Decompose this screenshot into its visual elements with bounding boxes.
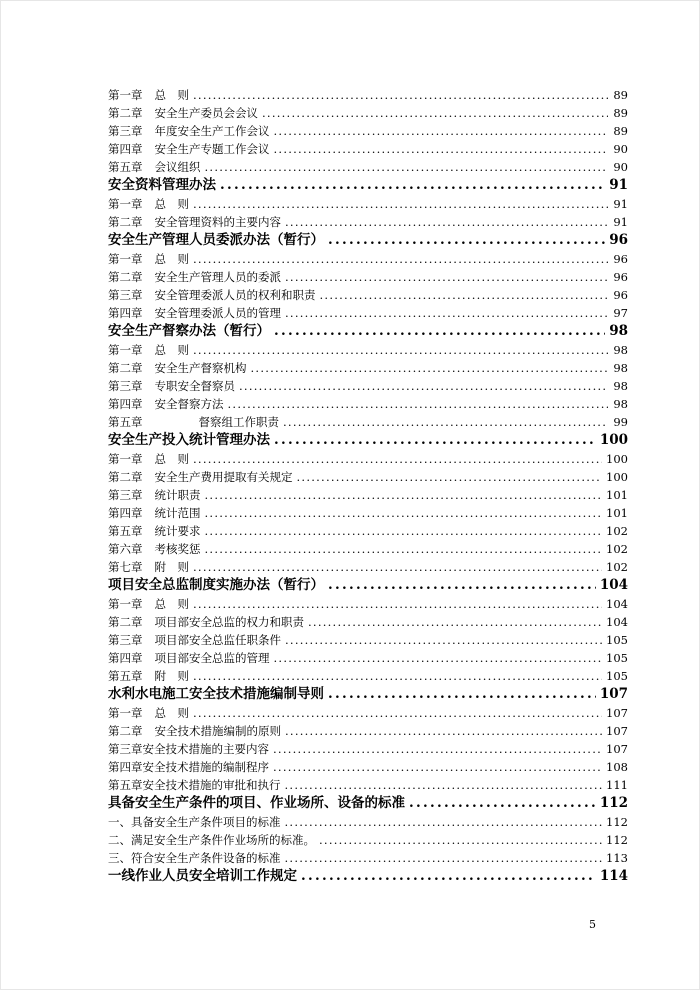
toc-entry-label	[108, 304, 281, 322]
toc-entry-label	[108, 176, 216, 195]
dot-leader	[274, 649, 603, 667]
dot-leader	[319, 831, 602, 849]
dot-leader	[285, 268, 608, 286]
dot-leader	[285, 631, 602, 649]
toc-page-number: 102	[606, 560, 628, 574]
toc-section-heading[interactable]	[108, 576, 628, 595]
toc-entry-label	[108, 522, 201, 540]
toc-page-number: 112	[599, 795, 628, 811]
dot-leader	[239, 377, 608, 395]
toc-entry-label	[108, 140, 270, 158]
toc-entry-label	[108, 377, 235, 395]
toc-entry-label	[108, 322, 270, 341]
toc-entry[interactable]	[108, 250, 628, 268]
toc-entry-title: 安全生产投入统计管理办法	[108, 432, 270, 448]
toc-page-number: 91	[613, 197, 628, 211]
toc-entry[interactable]	[108, 504, 628, 522]
toc-entry[interactable]	[108, 450, 628, 468]
toc-entry-title: 会议组织	[154, 160, 201, 174]
toc-page-number: 114	[599, 868, 628, 884]
toc-page-number: 112	[606, 833, 628, 847]
toc-page-number: 97	[613, 306, 628, 320]
dot-leader	[328, 231, 605, 250]
toc-entry[interactable]	[108, 595, 628, 613]
toc-page-number: 89	[613, 88, 628, 102]
toc-entry-title: 总 则	[154, 252, 189, 266]
toc-page-number: 107	[606, 724, 628, 738]
toc-entry-title: 考核奖惩	[154, 542, 201, 556]
toc-chapter-number: 第一章	[108, 197, 143, 211]
toc-chapter-number: 第七章	[108, 560, 143, 574]
toc-entry-title: 总 则	[154, 452, 189, 466]
toc-entry-label	[108, 231, 324, 250]
toc-page-number: 108	[606, 760, 628, 774]
toc-chapter-number: 第四章	[108, 651, 143, 665]
toc-entry[interactable]	[108, 831, 628, 849]
toc-page-number: 98	[613, 343, 628, 357]
toc-entry[interactable]	[108, 86, 628, 104]
dot-leader	[193, 704, 602, 722]
toc-chapter-number: 第六章	[108, 542, 143, 556]
toc-entry-label	[108, 813, 281, 831]
toc-entry-title: 安全技术措施编制的原则	[154, 724, 281, 738]
toc-chapter-number: 第三章	[108, 488, 143, 502]
dot-leader	[193, 558, 602, 576]
dot-leader	[301, 867, 596, 886]
toc-entry-title: 安全管理委派人员的管理	[154, 306, 281, 320]
toc-entry-title: 年度安全生产工作会议	[154, 124, 270, 138]
dot-leader	[193, 195, 608, 213]
toc-entry-title: 安全管理委派人员的权利和职责	[154, 288, 316, 302]
dot-leader	[205, 158, 609, 176]
toc-entry-title: 项目部安全总监任职条件	[154, 633, 281, 647]
toc-entry-title: 水利水电施工安全技术措施编制导则	[108, 686, 324, 702]
dot-leader	[273, 758, 602, 776]
toc-entry-title: 一、具备安全生产条件项目的标准	[108, 815, 281, 829]
toc-page-number: 90	[613, 160, 628, 174]
dot-leader	[409, 794, 596, 813]
dot-leader	[283, 413, 608, 431]
toc-entry[interactable]	[108, 413, 628, 431]
toc-page-number: 105	[606, 669, 628, 683]
toc-page-number: 98	[609, 323, 628, 339]
toc-entry[interactable]	[108, 522, 628, 540]
dot-leader	[262, 104, 608, 122]
toc-chapter-number: 第一章	[108, 88, 143, 102]
toc-chapter-number: 第二章	[108, 270, 143, 284]
dot-leader	[193, 667, 602, 685]
toc-entry[interactable]	[108, 486, 628, 504]
toc-entry-label	[108, 504, 201, 522]
toc-entry-label	[108, 740, 269, 758]
toc-page-number: 96	[613, 288, 628, 302]
toc-page-number: 104	[599, 577, 628, 593]
toc-entry-label	[108, 450, 189, 468]
toc-entry-label	[108, 268, 281, 286]
toc-entry-label	[108, 849, 281, 867]
toc-entry-title: 安全生产管理人员的委派	[154, 270, 281, 284]
toc-page-number: 107	[599, 686, 628, 702]
toc-entry-label	[108, 631, 281, 649]
toc-page-number: 98	[613, 361, 628, 375]
toc-entry-title: 一线作业人员安全培训工作规定	[108, 868, 297, 884]
toc-entry-label	[108, 359, 247, 377]
toc-page-number: 101	[606, 506, 628, 520]
dot-leader	[274, 122, 609, 140]
toc-entry-label	[108, 122, 270, 140]
toc-chapter-number: 第四章	[108, 397, 143, 411]
toc-page-number: 105	[606, 651, 628, 665]
toc-entry[interactable]	[108, 286, 628, 304]
toc-entry[interactable]	[108, 667, 628, 685]
dot-leader	[328, 685, 596, 704]
toc-entry-label	[108, 250, 189, 268]
toc-chapter-number: 第二章	[108, 470, 143, 484]
dot-leader	[251, 359, 609, 377]
toc-chapter-number: 第四章	[108, 142, 143, 156]
dot-leader	[285, 304, 608, 322]
dot-leader	[274, 431, 596, 450]
toc-entry-title: 总 则	[154, 88, 189, 102]
toc-entry[interactable]	[108, 468, 628, 486]
toc-page-number: 96	[609, 232, 628, 248]
toc-page-number: 98	[613, 379, 628, 393]
toc-entry-label	[108, 576, 324, 595]
toc-chapter-number: 第二章	[108, 106, 143, 120]
toc-entry[interactable]	[108, 359, 628, 377]
toc-entry[interactable]	[108, 213, 628, 231]
toc-entry-title: 安全管理资料的主要内容	[154, 215, 281, 229]
toc-chapter-number: 第四章	[108, 306, 143, 320]
toc-entry-title: 附 则	[154, 669, 189, 683]
toc-chapter-number: 第二章	[108, 361, 143, 375]
dot-leader	[273, 740, 602, 758]
toc-entry-label	[108, 685, 324, 704]
toc-entry[interactable]	[108, 104, 628, 122]
toc-chapter-number: 第五章	[108, 778, 143, 792]
toc-entry[interactable]	[108, 704, 628, 722]
toc-entry[interactable]	[108, 649, 628, 667]
toc-entry-title: 督察组工作职责	[198, 415, 279, 429]
toc-entry-label	[108, 341, 189, 359]
toc-page-number: 89	[613, 106, 628, 120]
toc-chapter-number: 第一章	[108, 343, 143, 357]
toc-entry-label	[108, 649, 270, 667]
toc-page-number: 96	[613, 270, 628, 284]
toc-page-number: 90	[613, 142, 628, 156]
toc-chapter-number: 第三章	[108, 288, 143, 302]
toc-entry-title: 统计职责	[154, 488, 201, 502]
dot-leader	[193, 450, 602, 468]
dot-leader	[308, 613, 602, 631]
toc-entry-title: 总 则	[154, 597, 189, 611]
toc-page-number: 91	[613, 215, 628, 229]
dot-leader	[193, 250, 608, 268]
toc-page-number: 89	[613, 124, 628, 138]
toc-entry-label	[108, 104, 258, 122]
toc-entry[interactable]	[108, 849, 628, 867]
toc-entry-title: 附 则	[154, 560, 189, 574]
toc-section-heading[interactable]	[108, 322, 628, 341]
toc-entry-label	[108, 558, 189, 576]
toc-chapter-number: 第一章	[108, 452, 143, 466]
toc-page-number: 102	[606, 524, 628, 538]
toc-entry-label	[108, 704, 189, 722]
dot-leader	[205, 504, 603, 522]
toc-entry-title: 安全督察方法	[154, 397, 224, 411]
toc-section-heading[interactable]	[108, 431, 628, 450]
toc-entry[interactable]	[108, 540, 628, 558]
toc-chapter-number: 第五章	[108, 669, 143, 683]
dot-leader	[285, 722, 602, 740]
toc-entry-title: 总 则	[154, 197, 189, 211]
toc-entry-title: 二、满足安全生产条件作业场所的标准。	[108, 833, 315, 847]
toc-page-number: 107	[606, 706, 628, 720]
toc-entry-title: 总 则	[154, 706, 189, 720]
toc-entry-title: 项目安全总监制度实施办法（暂行）	[108, 577, 324, 593]
dot-leader	[285, 213, 608, 231]
dot-leader	[205, 540, 603, 558]
toc-page-number: 113	[606, 851, 628, 865]
toc-entry-label	[108, 867, 297, 886]
toc-entry[interactable]	[108, 341, 628, 359]
toc-entry-label	[108, 667, 189, 685]
page-number: 5	[589, 918, 596, 931]
toc-entry[interactable]	[108, 613, 628, 631]
toc-entry-label	[108, 468, 293, 486]
toc-entry-label	[108, 776, 281, 794]
dot-leader	[320, 286, 609, 304]
toc-page-number: 96	[613, 252, 628, 266]
toc-page-number: 104	[606, 597, 628, 611]
toc-section-heading[interactable]	[108, 685, 628, 704]
toc-entry-title: 统计要求	[154, 524, 201, 538]
dot-leader	[285, 849, 603, 867]
toc-page-number: 100	[606, 470, 628, 484]
toc-entry-label	[108, 286, 316, 304]
toc-entry-title: 安全生产督察机构	[154, 361, 247, 375]
toc-chapter-number: 第五章	[108, 415, 143, 429]
toc-entry-title: 具备安全生产条件的项目、作业场所、设备的标准	[108, 795, 405, 811]
toc-page-number: 101	[606, 488, 628, 502]
toc-chapter-number: 第四章	[108, 760, 143, 774]
toc-entry-title: 安全生产委员会会议	[154, 106, 258, 120]
dot-leader	[328, 576, 596, 595]
toc-entry[interactable]	[108, 377, 628, 395]
toc-entry-title: 安全生产专题工作会议	[154, 142, 270, 156]
toc-page-number: 111	[606, 778, 628, 792]
toc-chapter-number: 第一章	[108, 706, 143, 720]
toc-chapter-number: 第三章	[108, 633, 143, 647]
dot-leader	[205, 486, 603, 504]
toc-entry[interactable]	[108, 631, 628, 649]
dot-leader	[228, 395, 609, 413]
toc-entry-label	[108, 213, 281, 231]
toc-entry[interactable]	[108, 195, 628, 213]
toc-page-number: 112	[606, 815, 628, 829]
toc-page-number: 98	[613, 397, 628, 411]
toc-page-number: 91	[609, 177, 628, 193]
toc-section-heading[interactable]	[108, 176, 628, 195]
toc-entry[interactable]	[108, 740, 628, 758]
toc-entry-title: 项目部安全总监的管理	[154, 651, 270, 665]
toc-entry-label	[108, 794, 405, 813]
toc-chapter-number: 第五章	[108, 160, 143, 174]
toc-entry-title: 项目部安全总监的权力和职责	[154, 615, 304, 629]
toc-entry-title: 专职安全督察员	[154, 379, 235, 393]
toc-entry-label	[108, 395, 224, 413]
toc-section-heading[interactable]	[108, 794, 628, 813]
toc-entry-label	[108, 413, 279, 431]
toc-entry[interactable]	[108, 158, 628, 176]
toc-entry-label	[108, 595, 189, 613]
toc-chapter-number: 第五章	[108, 524, 143, 538]
toc-chapter-number: 第二章	[108, 724, 143, 738]
toc-entry-label	[108, 431, 270, 450]
toc-chapter-number: 第一章	[108, 252, 143, 266]
dot-leader	[193, 595, 602, 613]
table-of-contents	[108, 86, 628, 886]
dot-leader	[205, 522, 603, 540]
toc-page-number: 100	[606, 452, 628, 466]
toc-entry-title: 安全技术措施的主要内容	[142, 742, 269, 756]
toc-entry-label	[108, 831, 315, 849]
toc-page-number: 100	[599, 432, 628, 448]
toc-page-number: 99	[613, 415, 628, 429]
toc-entry[interactable]	[108, 558, 628, 576]
toc-chapter-number: 第二章	[108, 215, 143, 229]
toc-chapter-number: 第二章	[108, 615, 143, 629]
toc-entry-label	[108, 195, 189, 213]
toc-entry-label	[108, 613, 304, 631]
toc-entry-title: 安全技术措施的编制程序	[142, 760, 269, 774]
toc-entry[interactable]	[108, 268, 628, 286]
dot-leader	[193, 86, 608, 104]
toc-entry-label	[108, 158, 201, 176]
toc-entry-title: 安全生产管理人员委派办法（暂行）	[108, 232, 324, 248]
toc-chapter-number: 第四章	[108, 506, 143, 520]
toc-entry-title: 安全生产督察办法（暂行）	[108, 323, 270, 339]
toc-entry[interactable]	[108, 395, 628, 413]
toc-entry-label	[108, 86, 189, 104]
toc-chapter-number: 第三章	[108, 742, 143, 756]
toc-chapter-number: 第一章	[108, 597, 143, 611]
toc-entry-title: 三、符合安全生产条件设备的标准	[108, 851, 281, 865]
dot-leader	[193, 341, 608, 359]
dot-leader	[285, 776, 603, 794]
toc-entry[interactable]	[108, 722, 628, 740]
toc-entry[interactable]	[108, 758, 628, 776]
dot-leader	[285, 813, 603, 831]
toc-chapter-number: 第三章	[108, 124, 143, 138]
toc-entry-label	[108, 540, 201, 558]
dot-leader	[274, 322, 605, 341]
toc-entry-title: 安全技术措施的审批和执行	[142, 778, 281, 792]
toc-section-heading[interactable]	[108, 231, 628, 250]
toc-chapter-number: 第三章	[108, 379, 143, 393]
toc-entry-label	[108, 722, 281, 740]
toc-entry-title: 总 则	[154, 343, 189, 357]
toc-page-number: 104	[606, 615, 628, 629]
toc-entry-label	[108, 486, 201, 504]
toc-section-heading[interactable]	[108, 867, 628, 886]
toc-entry[interactable]	[108, 813, 628, 831]
dot-leader	[274, 140, 609, 158]
toc-entry[interactable]	[108, 776, 628, 794]
dot-leader	[220, 176, 605, 195]
toc-entry[interactable]	[108, 304, 628, 322]
toc-page-number: 107	[606, 742, 628, 756]
toc-page-number: 102	[606, 542, 628, 556]
toc-entry[interactable]	[108, 122, 628, 140]
toc-entry-title: 统计范围	[154, 506, 201, 520]
toc-entry-title: 安全资料管理办法	[108, 177, 216, 193]
dot-leader	[297, 468, 603, 486]
toc-page-number: 105	[606, 633, 628, 647]
toc-entry[interactable]	[108, 140, 628, 158]
toc-entry-title: 安全生产费用提取有关规定	[154, 470, 293, 484]
toc-entry-label	[108, 758, 269, 776]
